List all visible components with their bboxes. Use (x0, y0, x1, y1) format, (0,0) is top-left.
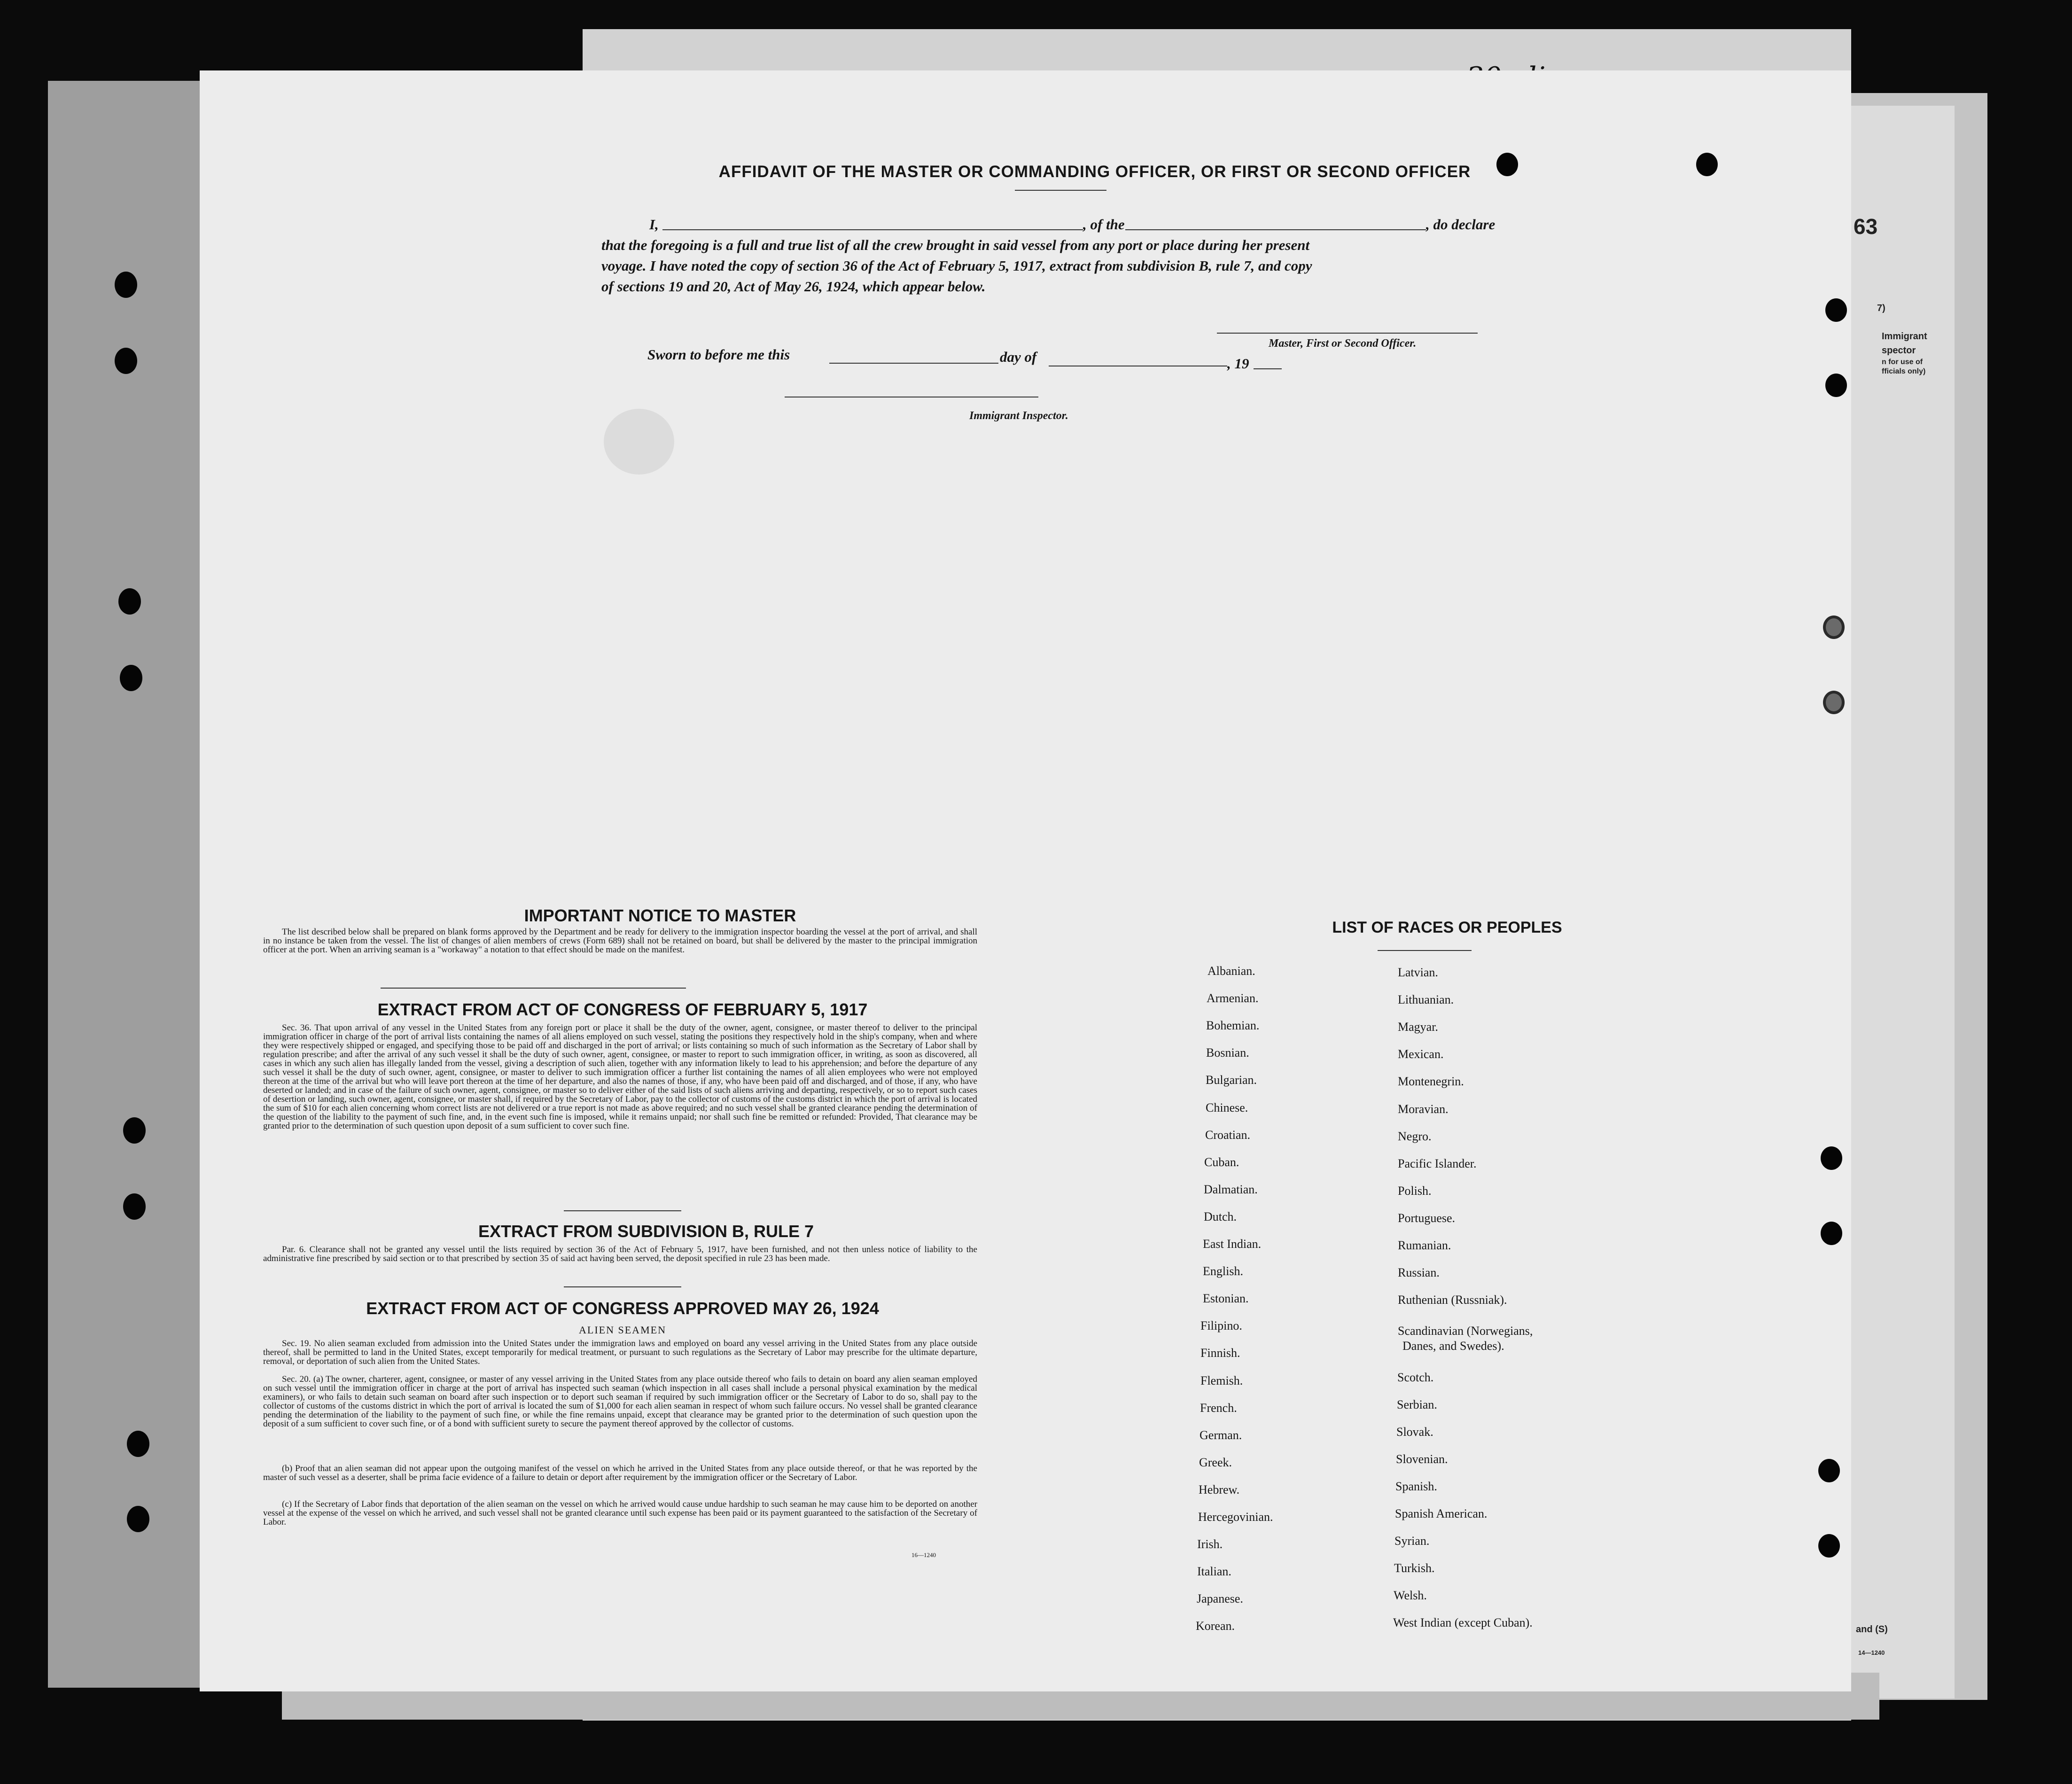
column-heading: spector (1882, 345, 1916, 356)
extract-1924-subtitle: ALIEN SEAMEN (579, 1324, 666, 1336)
race-item: Hercegovinian. (1198, 1510, 1273, 1524)
form-number: 16—1240 (911, 1551, 936, 1558)
punch-hole (127, 1431, 149, 1457)
race-item: Spanish American. (1395, 1507, 1488, 1520)
extract-rule7-title: EXTRACT FROM SUBDIVISION B, RULE 7 (478, 1222, 814, 1241)
punch-hole (115, 348, 137, 374)
race-item: Scandinavian (Norwegians, (1398, 1324, 1533, 1338)
race-item: Scotch. (1397, 1370, 1434, 1384)
race-item: Moravian. (1398, 1102, 1449, 1116)
declare-label: , do declare (1426, 216, 1496, 233)
race-item: Ruthenian (Russniak). (1398, 1293, 1507, 1307)
punch-hole (123, 1193, 146, 1220)
race-item: Pacific Islander. (1398, 1156, 1477, 1170)
punch-hole (118, 588, 141, 615)
race-item: Rumanian. (1398, 1239, 1451, 1252)
extract-1917-text: Sec. 36. That upon arrival of any vessel in the United States from any foreign port or place it shall be the duty of the owner, agent, consignee, or master thereof to deliver to the principal immigration officer in charge of the port of arrival lists containing the names of all aliens employed on such vessel, stating the positions they respectively hold in the ship's company, when and where they were respectively shipped or engaged, and specifying those to be paid off and discharged in the port of arrival; or lists containing so much of such information as the Secretary of Labor shall by regulation prescribe; and after the arrival of any such vessel it shall be the duty of such owner, agent, consignee, or master to report to such immigration officer, in writing, as soon as discovered, all cases in which any such alien has illegally landed from the vessel, giving a description of such alien, together with any information likely to lead to his apprehension; and before the departure of any such vessel it shall be the duty of such owner, agent, consignee, or master to deliver to such immigration officer a further list containing the names of all alien employees who were not employed thereon at the time of the arrival but who will leave port thereon at the time of her departure, and also the names of those, if any, who have been paid off and discharged, and of those, if any, who have deserted or landed; and in case of the failure of such owner, agent, consignee, or master so to deliver either of the said lists of such aliens arriving and departing, respectively, or so to report such cases of desertion or landing, such owner, agent, consignee, or master shall, if required by the Secretary of Labor, pay to the collector of customs of the customs district in which the port of arrival is located the sum of $10 for each alien concerning whom correct lists are not delivered or a true report is not made as above required; and no such vessel shall be granted clearance pending the determination of the question of the liability to the payment of such fine, and, in the event such fine is imposed, while it remains unpaid; nor shall such fine be remitted or refunded: Provided, That clearance may be granted prior to the determination of such question upon deposit of a sum sufficient to cover such fine. (263, 1023, 977, 1131)
race-item: Syrian. (1394, 1534, 1430, 1548)
affidavit-title: AFFIDAVIT OF THE MASTER OR COMMANDING OFFICER, OR FIRST OR SECOND OFFICER (718, 163, 1471, 181)
column-heading: fficials only) (1882, 367, 1926, 375)
race-item: Slovenian. (1396, 1452, 1448, 1466)
race-item: Flemish. (1200, 1373, 1243, 1387)
punch-hole (1825, 298, 1847, 322)
divider (564, 1286, 681, 1287)
extract-1924-sec20c: (c) If the Secretary of Labor finds that deportation of the alien seaman on the vessel on which he arrived would cause undue hardship to such seaman he may cause him to be deported on another vessel at the expense of the vessel on which he arrived, and such vessel shall not be granted clearance until such expense has been paid or its payment guaranteed to the satisfaction of the Secretary of Labor. (263, 1499, 977, 1527)
vessel-line (1125, 229, 1426, 230)
sworn-label: Sworn to before me this (647, 346, 790, 363)
stain (604, 409, 674, 475)
year-label: , 19 (1227, 355, 1249, 372)
punch-hole (1818, 1459, 1840, 1482)
race-item: Portuguese. (1398, 1211, 1456, 1225)
punch-hole (1696, 153, 1718, 176)
punch-hole (1823, 691, 1845, 714)
edge-text: and (S) (1856, 1624, 1888, 1635)
race-item: Japanese. (1197, 1592, 1243, 1606)
extract-1924-title: EXTRACT FROM ACT OF CONGRESS APPROVED MAY 26, 1924 (366, 1299, 879, 1318)
races-title: LIST OF RACES OR PEOPLES (1332, 919, 1562, 936)
race-item: French. (1200, 1401, 1237, 1415)
race-item: Dalmatian. (1204, 1182, 1258, 1196)
race-item: Korean. (1196, 1619, 1235, 1633)
race-item: Serbian. (1397, 1397, 1437, 1411)
punch-hole (1821, 1222, 1842, 1245)
page-number: 63 (1854, 214, 1878, 239)
race-item: West Indian (except Cuban). (1393, 1616, 1533, 1630)
divider (1015, 190, 1106, 191)
master-signature-line (1217, 333, 1478, 334)
sworn-day-line (829, 363, 998, 364)
declaration-line-2: voyage. I have noted the copy of section 36 of the Act of February 5, 1917, extract from subdivision B, rule 7, and copy (601, 257, 1312, 274)
race-item: East Indian. (1203, 1237, 1262, 1251)
race-item: Croatian. (1205, 1128, 1251, 1142)
year-line (1254, 368, 1282, 369)
race-item: Latvian. (1398, 966, 1438, 979)
race-item: Finnish. (1200, 1346, 1240, 1360)
race-item: Montenegrin. (1398, 1075, 1464, 1089)
race-item: Italian. (1197, 1565, 1231, 1579)
race-item: Spanish. (1395, 1479, 1437, 1493)
race-item: Bulgarian. (1206, 1073, 1257, 1087)
punch-hole (115, 272, 137, 298)
notice-text: The list described below shall be prepared on blank forms approved by the Department and be ready for delivery to the immigration inspector boarding the vessel at the port of arrival, and shall in no instance be taken from the vessel. The list of changes of alien members of crews (Form 689) shall not be retained on board, but shall be delivered by the master to the principal immigration officer at the port. When an arriving seaman is a "workaway" a notation to that effect should be made on the manifest. (263, 927, 977, 955)
race-item: Magyar. (1398, 1020, 1438, 1034)
of-the-label: , of the (1083, 216, 1125, 233)
race-item: Mexican. (1398, 1047, 1444, 1061)
race-item: Irish. (1197, 1537, 1223, 1551)
punch-hole (1818, 1534, 1840, 1558)
name-line (662, 229, 1083, 230)
day-of-label: day of (1000, 349, 1037, 365)
column-heading: Immigrant (1882, 331, 1927, 342)
column-number: 7) (1877, 303, 1885, 313)
notice-title: IMPORTANT NOTICE TO MASTER (524, 906, 796, 925)
race-item: Bohemian. (1206, 1019, 1260, 1033)
punch-hole (1821, 1146, 1842, 1170)
race-item: Lithuanian. (1398, 993, 1454, 1007)
race-item: Hebrew. (1199, 1482, 1240, 1496)
i-label: I, (649, 216, 659, 233)
punch-hole (127, 1506, 149, 1532)
race-item: Albanian. (1207, 964, 1255, 978)
race-item: Polish. (1398, 1184, 1432, 1198)
declaration-line-1: that the foregoing is a full and true list of all the crew brought in said vessel from any port or place during her present (601, 237, 1310, 253)
race-item: Negro. (1398, 1129, 1432, 1143)
race-item: Greek. (1199, 1455, 1232, 1469)
divider (564, 1210, 681, 1211)
extract-1924-sec19: Sec. 19. No alien seaman excluded from admission into the United States under the immigration laws and employed on board any vessel arriving in the United States from any place outside thereof, shall be permitted to land in the United States, except temporarily for medical treatment, or pursuant to such regulations as the Secretary of Labor may prescribe for the ultimate departure, removal, or deportation of such alien from the United States. (263, 1339, 977, 1366)
declaration-line-3: of sections 19 and 20, Act of May 26, 1924, which appear below. (601, 278, 986, 295)
extract-1917-title: EXTRACT FROM ACT OF CONGRESS OF FEBRUARY 5, 1917 (377, 1000, 868, 1019)
affidavit-page (200, 70, 1851, 1691)
punch-hole (1823, 615, 1845, 639)
master-caption: Master, First or Second Officer. (1269, 337, 1417, 350)
extract-1924-sec20a: Sec. 20. (a) The owner, charterer, agent, consignee, or master of any vessel arriving in the United States from any place outside thereof who fails to detain on board any alien seaman employed on such vessel until the immigration officer in charge at the port of arrival has inspected such seaman (which inspection in all cases shall include a personal physical examination by the medical examiners), or who fails to detain such seaman on board after such inspection or to deport such seaman if required by such immigration officer or the Secretary of Labor to do so, shall pay to the collector of customs of the customs district in which the port of arrival is located the sum of $1,000 for each alien seaman in respect of whom such failure occurs. No vessel shall be granted clearance pending the determination of the liability to the payment of such fine, or while the fine remains unpaid, except that clearance may be granted prior to the determination of such question upon the deposit of a sum sufficient to cover such fine, or of a bond with sufficient surety to secure the payment thereof approved by the collector of customs. (263, 1374, 977, 1429)
race-item: Dutch. (1204, 1209, 1237, 1223)
extract-rule7-text: Par. 6. Clearance shall not be granted any vessel until the lists required by section 36 of the Act of February 5, 1917, have been furnished, and not then unless notice of liability to the administrative fine prescribed by said section or to that prescribed by section 35 of said act having been served, the deposit specified in rule 23 has been made. (263, 1245, 977, 1263)
divider (381, 988, 686, 989)
race-item: Cuban. (1204, 1155, 1239, 1169)
column-heading: n for use of (1882, 358, 1923, 366)
race-item: Bosnian. (1206, 1046, 1249, 1060)
race-item: Estonian. (1203, 1292, 1249, 1306)
race-item: Turkish. (1394, 1561, 1435, 1575)
divider (1378, 950, 1472, 951)
race-item: Russian. (1398, 1266, 1440, 1280)
race-item: Armenian. (1207, 991, 1259, 1005)
punch-hole (120, 665, 142, 691)
race-item: English. (1203, 1264, 1243, 1278)
form-reference: 14—1240 (1858, 1649, 1885, 1656)
race-item: Slovak. (1396, 1425, 1433, 1439)
race-item: Danes, and Swedes). (1402, 1339, 1504, 1353)
punch-hole (1825, 374, 1847, 397)
race-item: Filipino. (1200, 1319, 1242, 1333)
inspector-caption: Immigrant Inspector. (969, 410, 1068, 422)
extract-1924-sec20b: (b) Proof that an alien seaman did not appear upon the outgoing manifest of the vessel on which he arrived in the United States from any place outside thereof, or that he was reported by the master of such vessel as a deserter, shall be prima facie evidence of a failure to detain or deport after requirement by the immigration officer or the Secretary of Labor. (263, 1464, 977, 1482)
race-item: Welsh. (1394, 1589, 1427, 1603)
race-item: German. (1200, 1428, 1242, 1442)
race-item: Chinese. (1206, 1100, 1248, 1114)
punch-hole (123, 1117, 146, 1144)
